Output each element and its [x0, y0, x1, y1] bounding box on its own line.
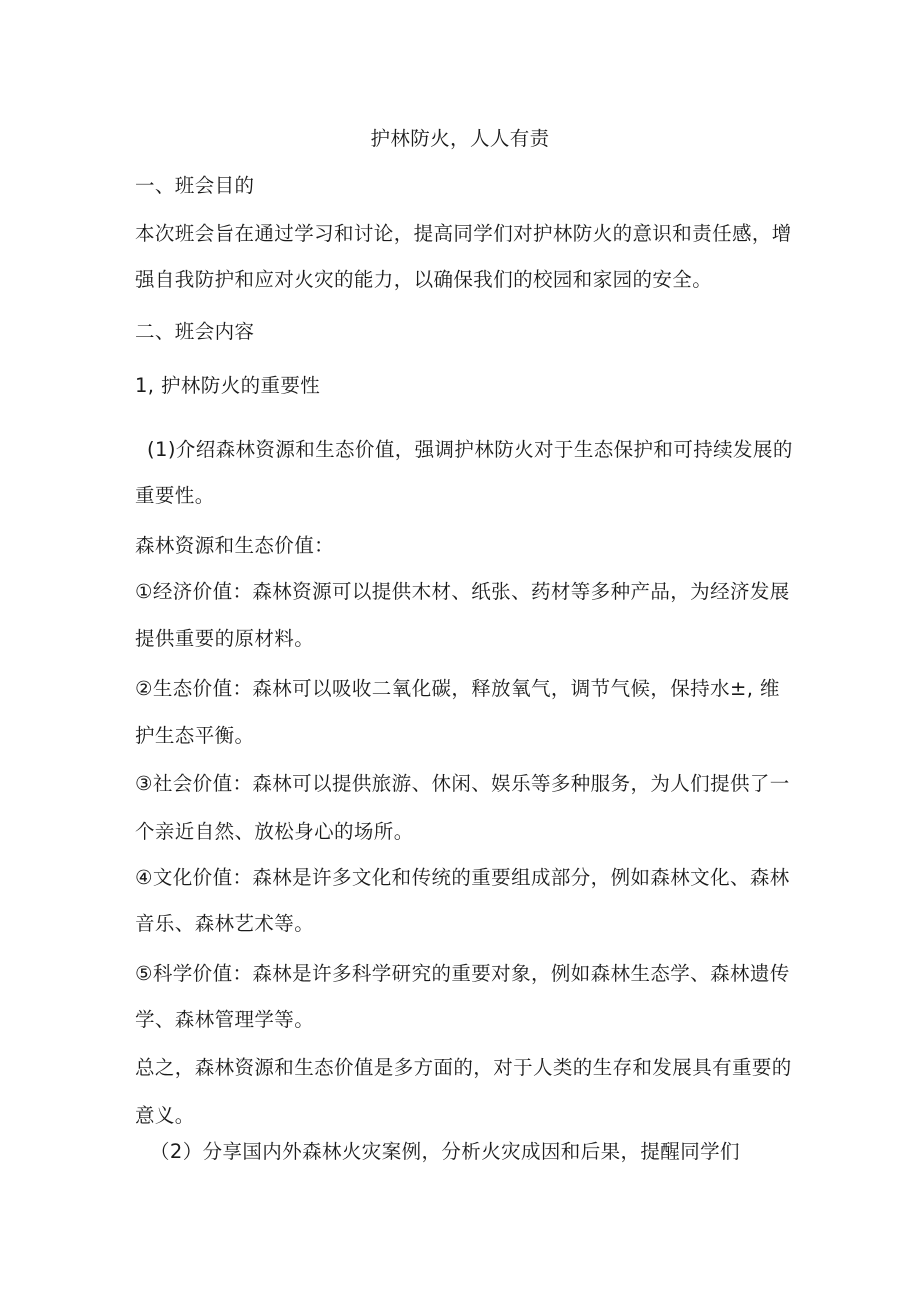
section2-heading: 二、班会内容	[135, 320, 255, 343]
values-heading: 森林资源和生态价值：	[135, 534, 335, 557]
section1-heading: 一、班会目的	[135, 174, 255, 197]
value2-line-1: ②生态价值：森林可以吸收二氧化碳，释放氧气，调节气候，保持水±, 维	[135, 677, 780, 700]
value4-line-1: ④文化价值：森林是许多文化和传统的重要组成部分，例如森林文化、森林	[135, 866, 790, 889]
document-title	[0, 125, 920, 153]
document-title-text: 护林防火，人人有责	[370, 127, 550, 150]
value4-line-2: 音乐、森林艺术等。	[135, 912, 315, 935]
item1-line-1: (1)介绍森林资源和生态价值，强调护林防火对于生态保护和可持续发展的	[147, 438, 793, 461]
item2-line-1: （2）分享国内外森林火灾案例，分析火灾成因和后果，提醒同学们	[150, 1140, 740, 1163]
item1-line-2: 重要性。	[135, 484, 215, 507]
value3-line-1: ③社会价值：森林可以提供旅游、休闲、娱乐等多种服务，为人们提供了一	[135, 772, 790, 795]
purpose-line-1: 本次班会旨在通过学习和讨论，提高同学们对护林防火的意识和责任感，增	[135, 222, 792, 245]
purpose-line-2: 强自我防护和应对火灾的能力，以确保我们的校园和家园的安全。	[135, 268, 713, 291]
value1-line-1: ①经济价值：森林资源可以提供木材、纸张、药材等多种产品，为经济发展	[135, 580, 790, 603]
summary-line-1: 总之，森林资源和生态价值是多方面的，对于人类的生存和发展具有重要的	[135, 1056, 792, 1079]
summary-line-2: 意义。	[135, 1104, 195, 1127]
value2-line-2: 护生态平衡。	[135, 724, 255, 747]
sub1-heading: 1, 护林防火的重要性	[135, 374, 321, 397]
value5-line-2: 学、森林管理学等。	[135, 1008, 315, 1031]
value5-line-1: ⑤科学价值：森林是许多科学研究的重要对象，例如森林生态学、森林遗传	[135, 962, 790, 985]
value1-line-2: 提供重要的原材料。	[135, 627, 315, 650]
value3-line-2: 个亲近自然、放松身心的场所。	[135, 820, 414, 843]
